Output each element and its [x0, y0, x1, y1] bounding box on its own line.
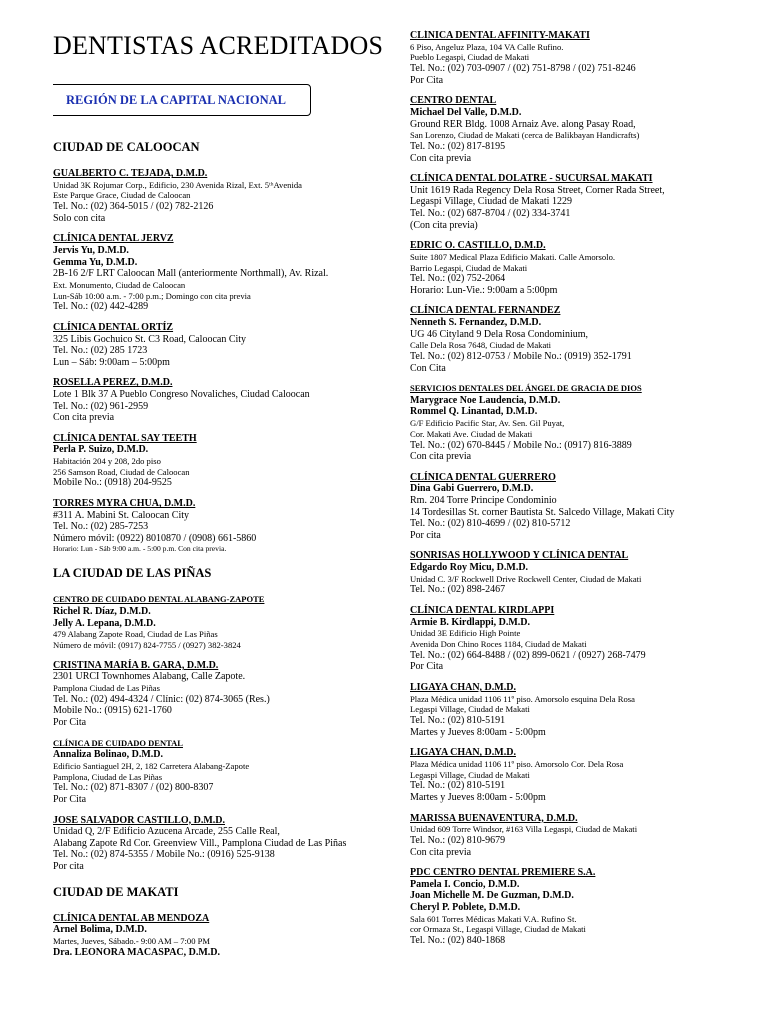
entry-line: Ground RER Bldg. 1008 Arnaiz Ave. along Pasay Road,	[410, 118, 636, 130]
entry-line: Número de móvil: (0917) 824-7755 / (0927) 382-3824	[53, 640, 241, 651]
entry-line: Pueblo Legaspi, Ciudad de Makati	[410, 52, 530, 63]
entry-line: Rommel Q. Linantad, D.M.D.	[410, 406, 538, 418]
entry-line: Unidad Q, 2/F Edificio Azucena Arcade, 255 Calle Real,	[53, 826, 280, 838]
entry-line: Número móvil: (0922) 8010870 / (0908) 661-5860	[53, 532, 257, 544]
entry-line: Con cita previa	[53, 412, 115, 424]
entry-line: Tel. No.: (02) 494-4324 / Clínic: (02) 874-3065 (Res.)	[53, 693, 270, 705]
entry-title: JOSE SALVADOR CASTILLO, D.M.D.	[53, 814, 225, 826]
entry-line: Martes y Jueves 8:00am - 5:00pm	[410, 792, 546, 804]
entry-line: Tel. No.: (02) 810-9679	[410, 835, 506, 847]
region-label: REGIÓN DE LA CAPITAL NACIONAL	[66, 92, 286, 107]
entry-line: Por Cita	[53, 716, 87, 728]
dentist-entry	[53, 322, 398, 368]
entry-line: Tel. No.: (02) 812-0753 / Mobile No.: (0919) 352-1791	[410, 351, 632, 363]
entry-line: Annaliza Bolinao, D.M.D.	[53, 749, 164, 761]
entry-line: Plaza Médica unidad 1106 11º piso. Amorsolo Cor. Dela Rosa	[410, 758, 624, 769]
entry-line: Unidad C. 3/F Rockwell Drive Rockwell Center, Ciudad de Makati	[410, 573, 642, 584]
entry-line: Tel. No.: (02) 703-0907 / (02) 751-8798 / (02) 751-8246	[410, 63, 636, 75]
dentist-entry	[410, 383, 760, 463]
entry-line: Por Cita	[410, 661, 444, 673]
entry-line: Armie B. Kirdlappi, D.M.D.	[410, 616, 530, 628]
entry-line: Pamplona, Ciudad de Las Piñas	[53, 771, 163, 782]
entry-title: CLÍNICA DENTAL DOLATRE - SUCURSAL MAKATI	[410, 173, 653, 185]
dentist-entry	[410, 747, 760, 803]
entry-line: Horario: Lun-Vie.: 9:00am a 5:00pm	[410, 284, 558, 296]
entry-line: Horario: Lun - Sáb 9:00 a.m. - 5:00 p.m. Con cita previa.	[53, 544, 227, 554]
entry-line: Barrio Legaspi, Ciudad de Makati	[410, 262, 528, 273]
entry-line: Tel. No.: (02) 874-5355 / Mobile No.: (0916) 525-9138	[53, 849, 275, 861]
left-column	[53, 30, 398, 1024]
entry-line: Nenneth S. Fernandez, D.M.D.	[410, 317, 542, 329]
entry-line: Tel. No.: (02) 670-8445 / Mobile No.: (0917) 816-3889	[410, 439, 632, 451]
entry-line: Tel. No.: (02) 752-2064	[410, 273, 506, 285]
entry-line: Lote 1 Blk 37 A Pueblo Congreso Novaliches, Ciudad Caloocan	[53, 388, 310, 400]
left-sections	[53, 140, 398, 958]
entry-line: Ext. Monumento, Ciudad de Caloocan	[53, 279, 186, 290]
entry-line: Michael Del Valle, D.M.D.	[410, 106, 522, 118]
entry-line: Por cita	[53, 860, 84, 872]
entry-line: Cheryl P. Poblete, D.M.D.	[410, 902, 521, 914]
entry-title: CLÍNICA DENTAL ORTÍZ	[53, 321, 174, 333]
entry-line: Con cita previa	[410, 152, 472, 164]
entry-line: Edgardo Roy Micu, D.M.D.	[410, 561, 529, 573]
entry-title: CLÍNICA DE CUIDADO DENTAL	[53, 737, 183, 748]
entry-line: Tel. No.: (02) 810-4699 / (02) 810-5712	[410, 518, 571, 530]
entry-line: UG 46 Cityland 9 Dela Rosa Condominium,	[410, 328, 589, 340]
entry-line: Pamela I. Concio, D.M.D.	[410, 878, 520, 890]
entry-line: Con Cita	[410, 362, 446, 374]
entry-line: Unidad 3K Rojumar Corp., Edificio, 230 Avenida Rizal, Ext. 5ᵗʰAvenida	[53, 179, 302, 190]
entry-title: TORRES MYRA CHUA, D.M.D.	[53, 498, 196, 510]
entry-line: Tel. No.: (02) 364-5015 / (02) 782-2126	[53, 201, 214, 213]
entry-line: Tel. No.: (02) 871-8307 / (02) 800-8307	[53, 782, 214, 794]
dentist-entry	[410, 550, 760, 596]
entry-line: Gemma Yu, D.M.D.	[53, 256, 138, 268]
entry-title: CLÍNICA DENTAL KIRDLAPPI	[410, 604, 555, 616]
dentist-entry	[410, 813, 760, 859]
entry-line: Tel. No.: (02) 285 1723	[53, 345, 148, 357]
entry-line: Tel. No.: (02) 898-2467	[410, 584, 506, 596]
entry-line: Tel. No.: (02) 687-8704 / (02) 334-3741	[410, 207, 571, 219]
entry-line: Dina Gabi Guerrero, D.M.D.	[410, 483, 534, 495]
city-heading: CIUDAD DE MAKATI	[53, 884, 179, 899]
entry-line: Por Cita	[53, 793, 87, 805]
entry-line: 256 Samson Road, Ciudad de Caloocan	[53, 466, 190, 477]
entry-title: CENTRO DE CUIDADO DENTAL ALABANG-ZAPOTE	[53, 594, 265, 605]
entry-line: cor Ormaza St., Legaspi Village, Ciudad de Makati	[410, 924, 586, 935]
dentist-entry	[53, 815, 398, 873]
entry-line: 14 Tordesillas St. corner Bautista St. Salcedo Village, Makati City	[410, 506, 675, 518]
entry-title: CLÍNICA DENTAL GUERRERO	[410, 471, 556, 483]
entry-line: Tel. No.: (02) 664-8488 / (02) 899-0621 / (0927) 268-7479	[410, 649, 646, 661]
dentist-entry	[410, 472, 760, 542]
dentist-entry	[410, 240, 760, 296]
entry-line: Alabang Zapote Rd Cor. Greenview Vill., Pamplona Ciudad de Las Piñas	[53, 837, 347, 849]
dentist-entry	[410, 605, 760, 673]
city-heading: CIUDAD DE CALOOCAN	[53, 140, 200, 154]
entry-line: Mobile No.: (0918) 204-9525	[53, 477, 172, 489]
entry-line: Unidad 609 Torre Windsor, #163 Villa Legaspi, Ciudad de Makati	[410, 824, 638, 835]
entry-line: Suite 1807 Medical Plaza Edificio Makati. Calle Amorsolo.	[410, 251, 616, 262]
entry-line: San Lorenzo, Ciudad de Makati (cerca de Balikbayan Handicrafts)	[410, 130, 640, 141]
entry-line: Plaza Médica unidad 1106 11º piso. Amorsolo esquina Dela Rosa	[410, 693, 635, 704]
entry-title: CLÍNICA DENTAL AB MENDOZA	[53, 912, 210, 924]
entry-line: Con cita previa	[410, 451, 472, 463]
entry-title: CRISTINA MARÍA B. GARA, D.M.D.	[53, 659, 219, 671]
entry-line: Tel. No.: (02) 817-8195	[410, 140, 506, 152]
entry-line: Rm. 204 Torre Principe Condominio	[410, 495, 557, 506]
entry-line: 6 Piso, Angeluz Plaza, 104 VA Calle Rufino.	[410, 41, 564, 52]
entry-title: LIGAYA CHAN, D.M.D.	[410, 681, 516, 693]
dentist-entry	[410, 95, 760, 164]
dentist-entry	[53, 377, 398, 423]
entry-line: Habitación 204 y 208, 2do piso	[53, 455, 161, 466]
entry-title: EDRIC O. CASTILLO, D.M.D.	[410, 240, 546, 252]
dentist-entry	[410, 30, 760, 86]
dentist-entry	[410, 682, 760, 738]
entry-line: Legaspi Village, Ciudad de Makati	[410, 704, 530, 715]
entry-line: Lun-Sáb 10:00 a.m. - 7:00 p.m.; Domingo con cita previa	[53, 290, 251, 301]
city-heading: LA CIUDAD DE LAS PIÑAS	[53, 566, 212, 581]
entry-line: Mobile No.: (0915) 621-1760	[53, 705, 172, 717]
dentist-entry	[53, 594, 398, 650]
entry-line: Con cita previa	[410, 846, 472, 858]
entry-line: Legaspi Village, Ciudad de Makati 1229	[410, 196, 572, 208]
entry-title: SERVICIOS DENTALES DEL ÁNGEL DE GRACIA DE DIOS	[410, 383, 642, 394]
entry-title: CENTRO DENTAL	[410, 95, 497, 107]
entry-line: Tel. No.: (02) 810-5191	[410, 780, 506, 792]
page-title: DENTISTAS ACREDITADOS	[53, 31, 384, 60]
dentist-entry	[53, 660, 398, 729]
entry-line: Martes y Jueves 8:00am - 5:00pm	[410, 726, 546, 738]
entry-line: 2301 URCI Townhomes Alabang, Calle Zapote.	[53, 671, 246, 683]
entry-line: Martes, Jueves, Sábado.- 9:00 AM – 7:00 PM	[53, 935, 211, 946]
entry-line: Unit 1619 Rada Regency Dela Rosa Street, Corner Rada Street,	[410, 184, 665, 196]
right-column	[410, 30, 760, 1024]
dentist-entry	[410, 305, 760, 374]
entry-line: Solo con cita	[53, 212, 106, 224]
entry-line: #311 A. Mabini St. Caloocan City	[53, 509, 190, 521]
entry-title: CLÍNICA DENTAL JERVZ	[53, 233, 174, 245]
entry-line: Unidad 3E Edificio High Pointe	[410, 628, 521, 639]
entry-line: Pamplona Ciudad de Las Piñas	[53, 683, 160, 693]
entry-line: Por Cita	[410, 74, 444, 86]
entry-title: MARISSA BUENAVENTURA, D.M.D.	[410, 812, 578, 824]
entry-line: 2B-16 2/F LRT Caloocan Mall (anteriormente Northmall), Av. Rizal.	[53, 268, 329, 280]
entry-title: LIGAYA CHAN, D.M.D.	[410, 747, 516, 759]
entry-title: CLÍNICA DENTAL AFFINITY-MAKATI	[410, 30, 590, 41]
entry-line: Sala 601 Torres Médicas Makati V.A. Rufino St.	[410, 913, 577, 924]
entry-line: 479 Alabang Zapote Road, Ciudad de Las Piñas	[53, 629, 218, 640]
entry-line: Tel. No.: (02) 442-4289	[53, 301, 149, 313]
entry-line: Jervis Yu, D.M.D.	[53, 244, 129, 256]
entry-line: Calle Dela Rosa 7648, Ciudad de Makati	[410, 340, 552, 351]
entry-line: Tel. No.: (02) 285-7253	[53, 521, 149, 533]
entry-line: Arnel Bolima, D.M.D.	[53, 924, 147, 936]
dentist-entry	[53, 738, 398, 806]
dentist-entry	[410, 173, 760, 231]
entry-line: Por cita	[410, 529, 441, 541]
entry-line: Perla P. Suizo, D.M.D.	[53, 444, 149, 456]
region-box	[53, 84, 311, 116]
entry-title: SONRISAS HOLLYWOOD Y CLÍNICA DENTAL	[410, 550, 629, 562]
entry-line: Este Parque Grace, Ciudad de Caloocan	[53, 190, 191, 201]
entry-line: G/F Edificio Pacific Star, Av. Sen. Gil Puyat,	[410, 418, 565, 429]
dentist-entry	[410, 867, 760, 947]
entry-line: Edificio Santiaguel 2H, 2, 182 Carretera Alabang-Zapote	[53, 760, 250, 771]
dentist-entry	[53, 913, 398, 959]
entry-line: Richel R. Díaz, D.M.D.	[53, 606, 151, 618]
entry-title: CLÍNICA DENTAL SAY TEETH	[53, 432, 197, 444]
entry-line: Marygrace Noe Laudencia, D.M.D.	[410, 394, 561, 406]
entry-line: Lun – Sáb: 9:00am – 5:00pm	[53, 356, 170, 368]
dentist-entry	[53, 498, 398, 554]
entry-line: Avenida Don Chino Roces 1184, Ciudad de Makati	[410, 638, 587, 649]
entry-title: ROSELLA PEREZ, D.M.D.	[53, 377, 173, 389]
entry-line: 325 Libis Gochuico St. C3 Road, Caloocan City	[53, 333, 247, 345]
entry-line: Cor. Makati Ave. Ciudad de Makati	[410, 428, 533, 439]
dentist-entry	[53, 168, 398, 224]
entry-title: PDC CENTRO DENTAL PREMIERE S.A.	[410, 867, 596, 879]
entry-line: Dra. LEONORA MACASPAC, D.M.D.	[53, 946, 221, 958]
entry-line: Joan Michelle M. De Guzman, D.M.D.	[410, 890, 574, 902]
dentist-entry	[53, 233, 398, 313]
dentist-entry	[53, 433, 398, 489]
entry-line: Legaspi Village, Ciudad de Makati	[410, 769, 530, 780]
entry-line: Tel. No.: (02) 961-2959	[53, 400, 149, 412]
entry-line: Tel. No.: (02) 840-1868	[410, 935, 506, 947]
entry-line: (Con cita previa)	[410, 219, 478, 231]
entry-line: Tel. No.: (02) 810-5191	[410, 715, 506, 727]
entry-title: CLÍNICA DENTAL FERNANDEZ	[410, 305, 561, 317]
entry-title: GUALBERTO C. TEJADA, D.M.D.	[53, 168, 208, 179]
entry-line: Jelly A. Lepana, D.M.D.	[53, 617, 156, 629]
